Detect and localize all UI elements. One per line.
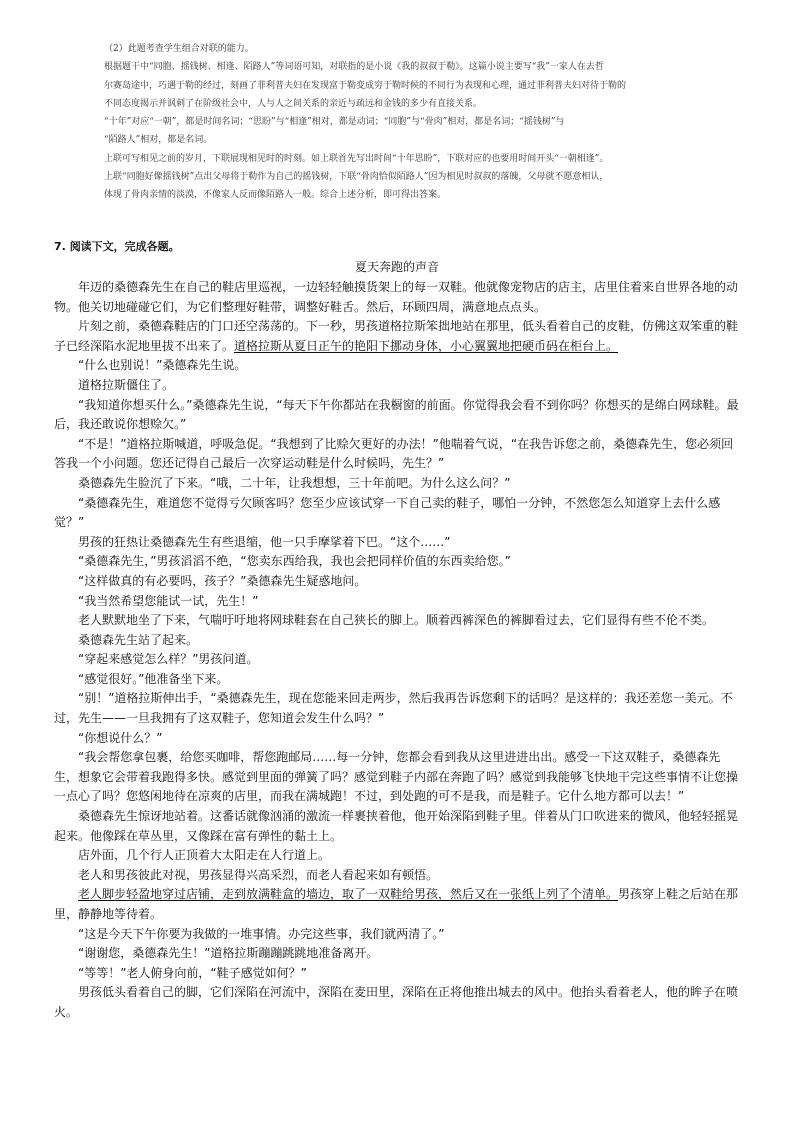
- story-paragraph: “别！”道格拉斯伸出手，“桑德森先生，现在您能来回走两步，然后我再告诉您剩下的话吗？是这样的：我还差您一美元。不过，先生——一旦我拥有了这双鞋子，您知道会发生什么吗？”: [54, 691, 733, 726]
- answer-analysis: [104, 40, 734, 205]
- story-paragraph: “桑德森先生，”男孩滔滔不绝，“您卖东西给我，我也会把同样价值的东西卖给您。”: [78, 554, 511, 569]
- story-paragraph: 店外面，几个行人正顶着大太阳走在人行道上。: [78, 848, 331, 863]
- story-paragraph: 男孩的狂热让桑德森先生有些退缩，他一只手摩挲着下巴。“这个……”: [78, 534, 451, 549]
- story-paragraph: “桑德森先生，难道您不觉得亏欠顾客吗？您至少应该试穿一下自己卖的鞋子，哪怕一分钟，不然您怎么知道穿上去什么感觉？”: [54, 495, 721, 530]
- story-title: 夏天奔跑的声音: [354, 260, 439, 274]
- story-paragraph: “我知道你想买什么。”桑德森先生说，“每天下午你都站在我橱窗的前面。你觉得我会看不到你吗？你想买的是绵白网球鞋。最后，我还敢说你想赊欠。”: [54, 397, 739, 432]
- story-paragraph: 桑德森先生惊讶地站着。这番话就像汹涌的激流一样裹挟着他，他开始深陷到鞋子里。伴着从门口吹进来的微风，他轻轻摇晃起来。他像踩在草丛里，又像踩在富有弹性的黏土上。: [54, 809, 739, 843]
- story-paragraph: “等等！”老人俯身向前，“鞋子感觉如何？”: [78, 965, 307, 980]
- story-paragraph: 老人和男孩彼此对视，男孩显得兴高采烈，而老人看起来如有顿悟。: [78, 867, 439, 882]
- analysis-line: 体现了骨肉亲情的淡漠，不像家人反而像陌路人一般。综合上述分析，即可得出答案。: [104, 190, 447, 201]
- analysis-line: 尔赛岛途中，巧遇于勒的经过，刻画了菲利普夫妇在发现富于勒变成穷于勒时候的不同行为表现和心理，通过菲利普夫妇对待于勒的: [104, 80, 627, 91]
- story-paragraph: “什么也别说！”桑德森先生说。: [78, 358, 247, 373]
- story-paragraph: [54, 317, 744, 356]
- story-paragraph: “这是今天下午你要为我做的一堆事情。办完这些事，我们就两清了。”: [78, 926, 445, 941]
- story-paragraph: 桑德森先生脸沉了下来。“哦，二十年，让我想想，三十年前吧。为什么这么问？”: [78, 475, 511, 490]
- analysis-line: （2）此题考查学生组合对联的能力。: [104, 44, 254, 54]
- story-body: [54, 278, 744, 1023]
- story-text: 片刻之前，桑德森鞋店的门口还空荡荡的。下一秒，男孩道格拉斯笨拙地站在那里，低头看着自己的皮鞋，仿佛这双笨重的鞋子已经深陷水泥地里拔不出来了。: [54, 319, 739, 353]
- story-paragraph: “你想说什么？”: [78, 730, 163, 745]
- underlined-sentence: 老人脚步轻盈地穿过店铺，走到放满鞋盒的墙边，取了一双鞋给男孩，然后又在一张纸上列了个清单。: [78, 887, 619, 902]
- question-number: 7.: [54, 240, 66, 253]
- story-paragraph: “这样做真的有必要吗，孩子？”桑德森先生疑惑地问。: [78, 573, 367, 588]
- analysis-line: “十年”对应“一朝”，都是时间名词；“思盼”与“相逢”相对，都是动词；“同胞”与“骨肉”相对，都是名词；“摇钱树”与: [104, 117, 565, 128]
- analysis-line: 根据题干中“同胞、摇钱树、相逢、陌路人”等词语可知，对联指的是小说《我的叔叔于勒》。这篇小说主要写“我”一家人在去哲: [104, 62, 604, 73]
- question-heading: [54, 238, 180, 254]
- story-paragraph: “不是！”道格拉斯喊道，呼吸急促。“我想到了比赊欠更好的办法！”他喘着气说，“在我告诉您之前，桑德森先生，您必须回答我一个小问题。您还记得自己最后一次穿运动鞋是什么时候吗，先生？”: [54, 436, 734, 471]
- story-paragraph: 道格拉斯僵住了。: [78, 377, 175, 392]
- analysis-line: 不同态度揭示并讽刺了在阶级社会中，人与人之间关系的亲近与疏远和金钱的多少有直接关系。: [104, 98, 483, 109]
- analysis-line: “陌路人”相对，都是名词。: [104, 135, 213, 146]
- story-paragraph: 年迈的桑德森先生在自己的鞋店里巡视，一边轻轻触摸货架上的每一双鞋。他就像宠物店的店主，店里住着来自世界各地的动物。他关切地碰碰它们，为它们整理好鞋带，调整好鞋舌。然后，环顾四周，满意地点点头。: [54, 280, 739, 314]
- story-paragraph: [54, 885, 744, 924]
- story-paragraph: “感觉很好。”他准备坐下来。: [78, 671, 229, 686]
- story-text: 男孩穿上鞋之后站在那里，静静地等待着。: [54, 887, 739, 921]
- story-paragraph: “我会帮您拿包裹，给您买咖啡，帮您跑邮局……每一分钟，您都会看到我从这里进进出出。感受一下这双鞋子，桑德森先生，想象它会带着我跑得多快。感觉到里面的弹簧了吗？感觉到鞋子内部在奔跑了吗？感觉到我能够飞快地干完这些事情不让您操一点心了吗？您悠闲地待在凉爽的店里，而我在满城跑！不过，到处跑的可不是我，而是鞋子。它什么地方都可以去！”: [54, 750, 739, 804]
- story-paragraph: 男孩低头看着自己的脚，它们深陷在河流中，深陷在麦田里，深陷在正将他推出城去的风中。他抬头看着老人，他的眸子在喷火。: [54, 985, 739, 1019]
- story-paragraph: “穿起来感觉怎么样？”男孩问道。: [78, 652, 259, 667]
- story-paragraph: 老人默默地坐了下来，气喘吁吁地将网球鞋套在自己狭长的脚上。顺着西裤深色的裤脚看过去，它们显得有些不伦不类。: [78, 613, 715, 628]
- underlined-sentence: 道格拉斯从夏日正午的艳阳下挪动身体，小心翼翼地把硬币码在柜台上。: [234, 338, 619, 353]
- analysis-line: 上联“同胞好像摇钱树”点出父母将于勒作为自己的摇钱树，下联“骨肉恰似陌路人”因为相见时叔叔的落魄，父母就不愿意相认，: [104, 172, 609, 183]
- story-paragraph: “我当然希望您能试一试，先生！”: [78, 593, 259, 608]
- story-paragraph: “谢谢您，桑德森先生！”道格拉斯蹦蹦跳跳地准备离开。: [78, 946, 379, 961]
- story-paragraph: 桑德森先生站了起来。: [78, 632, 199, 647]
- question-prompt: 阅读下文，完成各题。: [69, 240, 180, 253]
- analysis-line: 上联可写相见之前的岁月，下联展现相见时的时刻。如上联首先写出时间“十年思盼”，下联对应的也要用时间开头“一朝相逢”。: [104, 153, 609, 164]
